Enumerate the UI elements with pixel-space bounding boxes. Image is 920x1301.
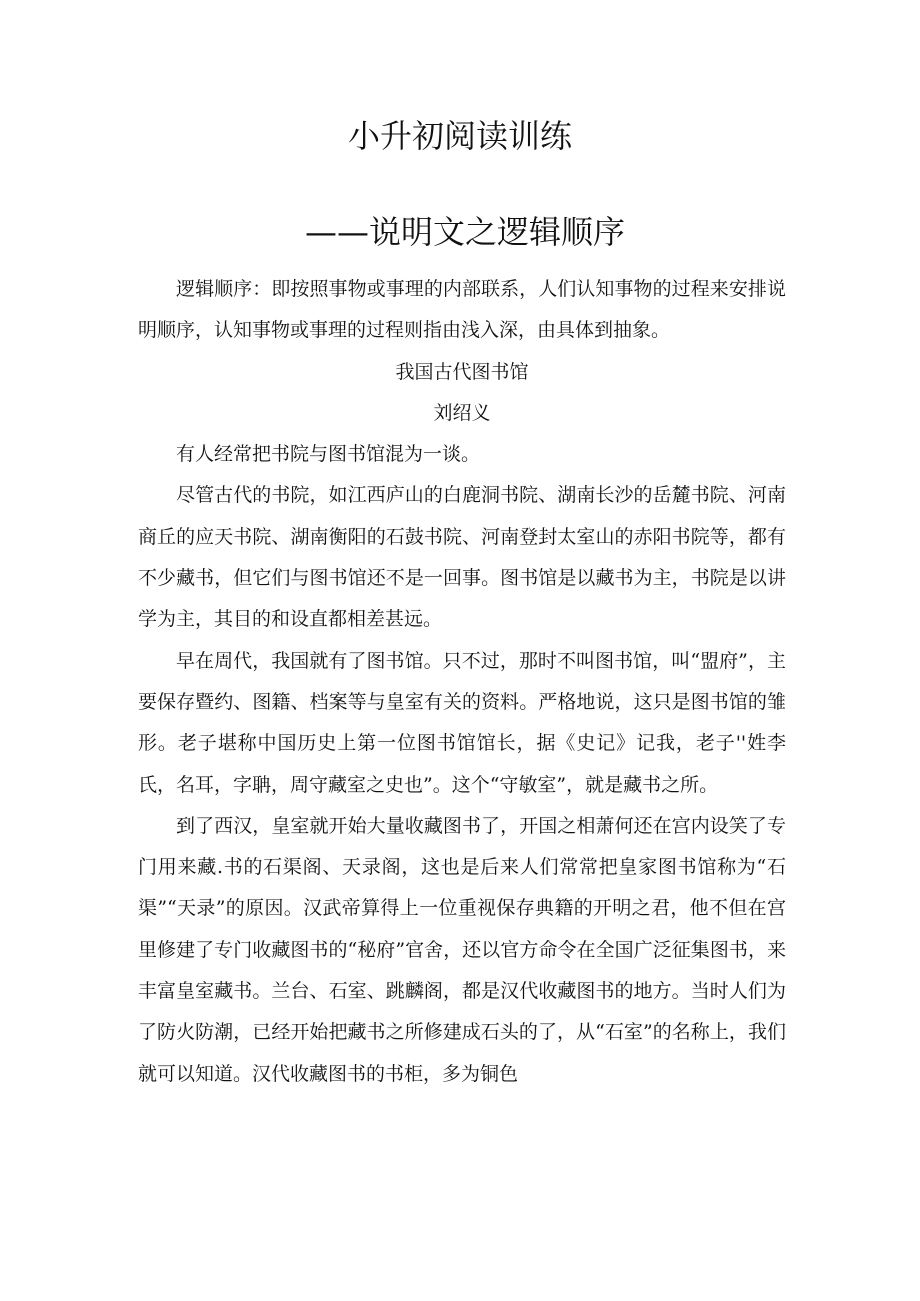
body-paragraph: 有人经常把书院与图书馆混为一谈。	[176, 443, 481, 466]
page-subtitle: ——说明文之逻辑顺序	[305, 213, 626, 251]
page-title: 小升初阅读训练	[347, 117, 572, 155]
body-paragraph: 早在周代，我国就有了图书馆。只不过，那时不叫图书馆，叫“盟府”，主要保存暨约、图籍、档案等与皇室有关的资料。严格地说，这只是图书馆的雏形。老子堪称中国历史上第一位图书馆馆长，据《史记》记我，老子''姓李氏，名耳，字聃，周守藏室之史也”。这个“守敏室”，就是藏书之所。	[138, 649, 786, 796]
body-paragraph: 尽管古代的书院，如江西庐山的白鹿洞书院、湖南长沙的岳麓书院、河南商丘的应天书院、湖南衡阳的石鼓书院、河南登封太室山的赤阳书院等，都有不少藏书，但它们与图书馆还不是一回事。图书馆是以藏书为主，书院是以讲学为主，其目的和设直都相差甚远。	[138, 484, 786, 631]
document-body	[138, 269, 786, 1095]
article-author: 刘绍义	[433, 401, 491, 424]
body-paragraph: 到了西汉，皇室就开始大量收藏图书了，开国之相萧何还在宫内设笑了专门用来藏.书的石渠阁、天录阁，这也是后来人们常常把皇家图书馆称为“石渠”“天录”的原因。汉武帝算得上一位重视保存典籍的开明之君，他不但在宫里修建了专门收藏图书的“秘府”官舍，还以官方命令在全国广泛征集图书，来丰富皇室藏书。兰台、石室、跳麟阁，都是汉代收藏图书的地方。当时人们为了防火防潮，已经开始把藏书之所修建成石头的了，从“石室”的名称上，我们就可以知道。汉代收藏图书的书柜，多为铜色	[138, 814, 786, 1085]
definition-paragraph: 逻辑顺序：即按照事物或事理的内部联系，人们认知事物的过程来安排说明顺序，认知事物或事理的过程则指由浅入深，由具体到抽象。	[138, 278, 786, 342]
article-title: 我国古代图书馆	[395, 360, 529, 383]
